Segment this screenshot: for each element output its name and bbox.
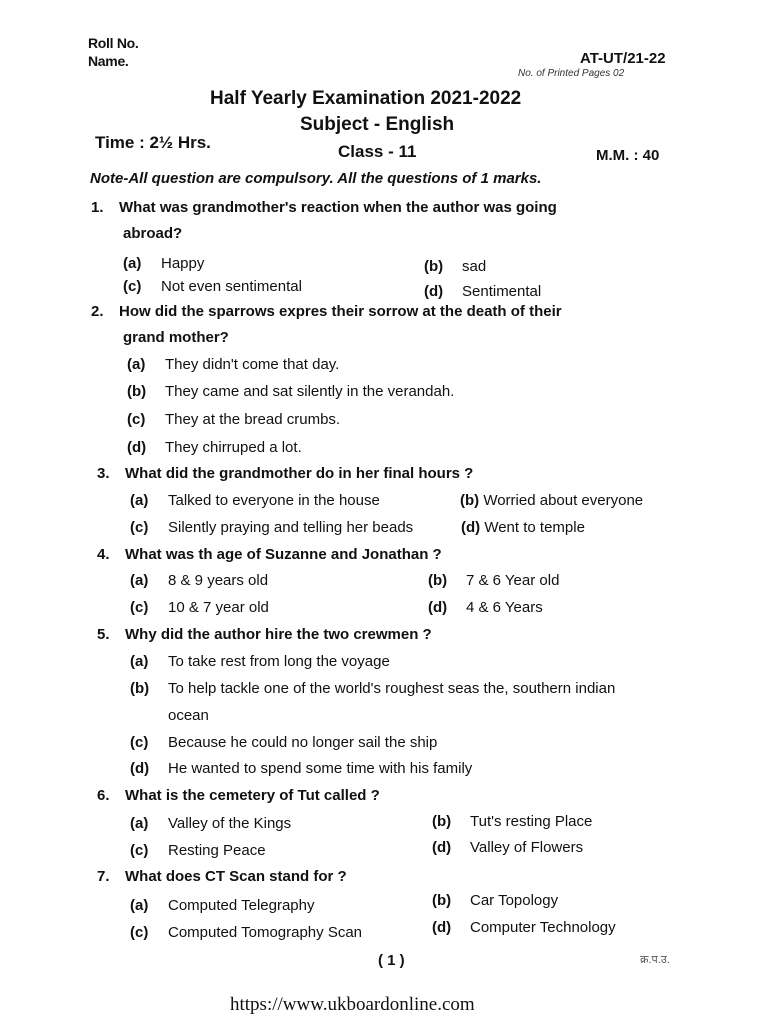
question-number: 1. <box>91 199 104 216</box>
option-3a: (a) Talked to everyone in the house <box>130 492 380 509</box>
exam-title: Half Yearly Examination 2021-2022 <box>210 88 522 109</box>
website-url[interactable]: https://www.ukboardonline.com <box>230 994 475 1015</box>
option-1c: (c) Not even sentimental <box>123 278 302 295</box>
option-6c: (c) Resting Peace <box>130 842 266 859</box>
question-2-cont: grand mother? <box>123 329 229 346</box>
option-5d: (d) He wanted to spend some time with his family <box>130 760 473 777</box>
option-7d: (d) Computer Technology <box>432 919 616 936</box>
option-3b: (b) Worried about everyone <box>460 492 644 509</box>
exam-code: AT-UT/21-22 <box>580 50 666 67</box>
option-4c: (c) 10 & 7 year old <box>130 599 269 616</box>
class-label: Class - 11 <box>338 142 417 161</box>
option-1d: (d) Sentimental <box>424 283 542 300</box>
question-4: 4. What was th age of Suzanne and Jonathan ? <box>97 546 442 563</box>
option-4b: (b) 7 & 6 Year old <box>428 572 560 589</box>
option-2d: (d) They chirruped a lot. <box>127 439 302 456</box>
question-1-cont: abroad? <box>123 225 183 242</box>
instructions-note: Note-All question are compulsory. All the questions of 1 marks. <box>90 170 542 187</box>
option-2a: (a) They didn't come that day. <box>127 356 340 373</box>
option-4d: (d) 4 & 6 Years <box>428 599 543 616</box>
option-3c: (c) Silently praying and telling her beads <box>130 519 414 536</box>
option-7a: (a) Computed Telegraphy <box>130 897 315 914</box>
roll-no-label: Roll No. <box>88 35 139 51</box>
option-5a: (a) To take rest from long the voyage <box>130 653 390 670</box>
question-7: 7. What does CT Scan stand for ? <box>97 868 347 885</box>
option-5b: (b) To help tackle one of the world's roughest seas the, southern indian <box>130 680 616 697</box>
max-marks: M.M. : 40 <box>596 147 660 164</box>
question-5: 5. Why did the author hire the two crewmen ? <box>97 626 432 643</box>
option-5c: (c) Because he could no longer sail the ship <box>130 734 438 751</box>
option-7c: (c) Computed Tomography Scan <box>130 924 363 941</box>
option-3d: (d) Went to temple <box>461 519 585 536</box>
continued-mark: क्र.प.उ. <box>640 954 670 966</box>
question-6: 6. What is the cemetery of Tut called ? <box>97 787 380 804</box>
page-number: ( 1 ) <box>378 952 405 969</box>
question-3: 3. What did the grandmother do in her final hours ? <box>97 465 474 482</box>
time-allowed: Time : 2½ Hrs. <box>95 133 211 152</box>
option-1b: (b) sad <box>424 258 487 275</box>
name-label: Name. <box>88 53 129 69</box>
option-2c: (c) They at the bread crumbs. <box>127 411 341 428</box>
option-1a: (a) Happy <box>123 255 205 272</box>
question-2: 2. How did the sparrows expres their sorrow at the death of their <box>91 303 562 320</box>
question-text: What was grandmother's reaction when the author was going <box>119 199 557 216</box>
option-6b: (b) Tut's resting Place <box>432 813 593 830</box>
option-6a: (a) Valley of the Kings <box>130 815 292 832</box>
option-5b-cont: ocean <box>168 707 209 724</box>
option-2b: (b) They came and sat silently in the verandah. <box>127 383 455 400</box>
printed-pages: No. of Printed Pages 02 <box>518 68 625 79</box>
option-4a: (a) 8 & 9 years old <box>130 572 269 589</box>
option-6d: (d) Valley of Flowers <box>432 839 584 856</box>
subject: Subject - English <box>300 114 455 135</box>
option-7b: (b) Car Topology <box>432 892 559 909</box>
question-1 <box>91 199 557 216</box>
